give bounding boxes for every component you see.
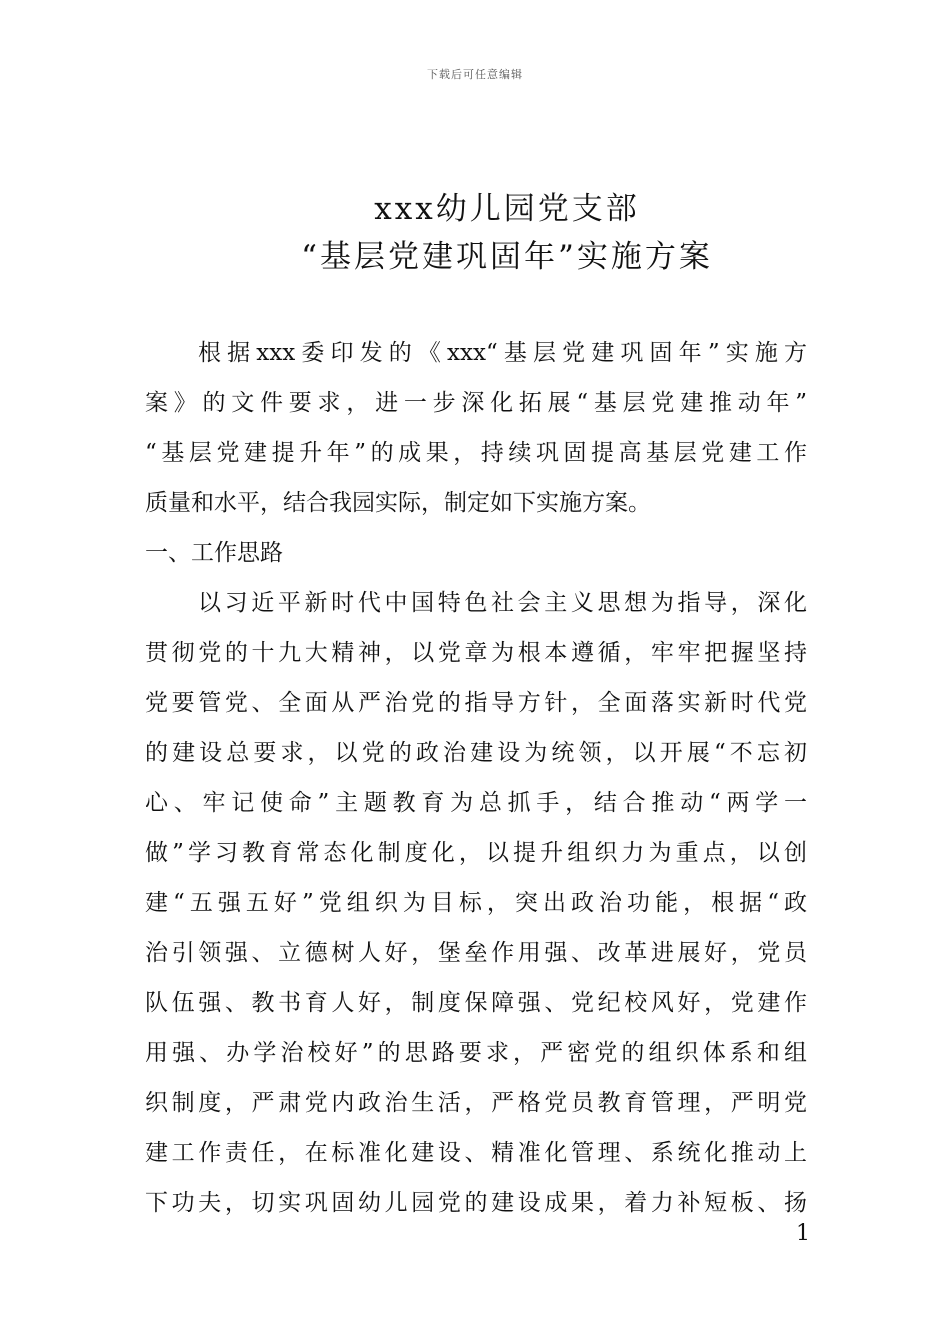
body-line: 党要管党、全面从严治党的指导方针，全面落实新时代党 — [145, 690, 807, 716]
body-line: 治引领强、立德树人好，堡垒作用强、改革进展好，党员 — [145, 940, 807, 966]
body-line: 贯彻党的十九大精神，以党章为根本遵循，牢牢把握坚持 — [145, 640, 807, 666]
header-note: 下载后可任意编辑 — [427, 68, 523, 81]
body-line: 做”学习教育常态化制度化，以提升组织力为重点，以创 — [145, 840, 807, 866]
document-title-line-1: xxx幼儿园党支部 — [374, 191, 640, 227]
body-line: 建工作责任，在标准化建设、精准化管理、系统化推动上 — [145, 1140, 807, 1166]
body-line: 建“五强五好”党组织为目标，突出政治功能，根据“政 — [145, 890, 807, 916]
intro-line: “基层党建提升年”的成果，持续巩固提高基层党建工作 — [145, 440, 807, 466]
page-number: 1 — [796, 1221, 810, 1246]
intro-line: 案》的文件要求，进一步深化拓展“基层党建推动年” — [145, 390, 807, 416]
body-line: 以习近平新时代中国特色社会主义思想为指导，深化 — [198, 590, 807, 616]
body-line: 队伍强、教书育人好，制度保障强、党纪校风好，党建作 — [145, 990, 807, 1016]
intro-line: 根据xxx委印发的《xxx“基层党建巩固年”实施方 — [198, 340, 807, 366]
section-heading: 一、工作思路 — [145, 540, 283, 566]
body-line: 的建设总要求，以党的政治建设为统领，以开展“不忘初 — [145, 740, 807, 766]
body-line: 织制度，严肃党内政治生活，严格党员教育管理，严明党 — [145, 1090, 807, 1116]
document-title-line-2: “基层党建巩固年”实施方案 — [301, 239, 713, 275]
body-line: 用强、办学治校好”的思路要求，严密党的组织体系和组 — [145, 1040, 807, 1066]
body-line: 心、牢记使命”主题教育为总抓手，结合推动“两学一 — [145, 790, 807, 816]
body-line: 下功夫，切实巩固幼儿园党的建设成果，着力补短板、扬 — [145, 1190, 807, 1216]
intro-line: 质量和水平，结合我园实际，制定如下实施方案。 — [145, 490, 651, 516]
